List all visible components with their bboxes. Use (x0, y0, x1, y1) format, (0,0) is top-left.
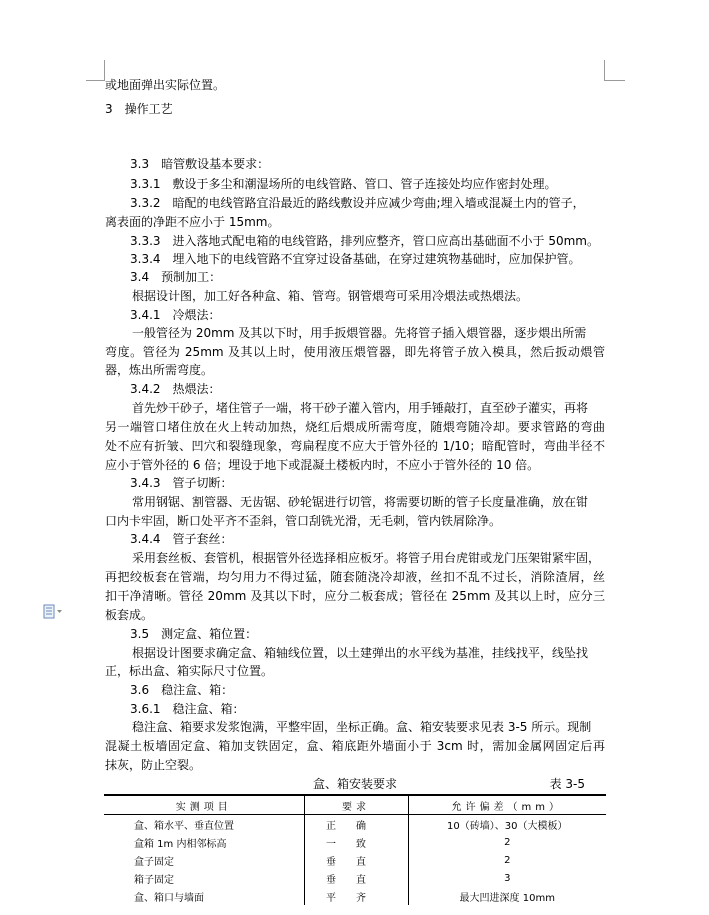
text-line: 处不应有折皱、凹穴和裂缝现象，弯扁程度不应大于管外径的 1/10；暗配管时，弯曲半径不 (105, 439, 605, 453)
cell-tolerance: 最大凹进深度 10mm (408, 887, 606, 905)
page-corner-mark-top-right (604, 60, 625, 81)
text-line: 稳注盒、箱要求发浆饱满，平整牢固，坐标正确。盒、箱安装要求见表 3-5 所示。现制 (132, 720, 592, 734)
subsection-heading: 3.5 测定盒、箱位置： (130, 627, 258, 641)
cell-tolerance: 2 (408, 833, 606, 851)
subsection-heading: 3.4.3 管子切断： (130, 476, 233, 490)
text-line: 抹灰，防止空裂。 (105, 758, 202, 772)
cell-requirement: 垂直 (304, 869, 408, 887)
text-line: 或地面弹出实际位置。 (105, 78, 226, 92)
subsection-heading: 3.4.2 热煨法： (130, 382, 221, 396)
table-number: 表 3-5 (549, 777, 585, 791)
text-line: 另一端管口堵住放在火上转动加热，烧红后煨成所需弯度，随煨弯随冷却。要求管路的弯曲 (105, 420, 605, 434)
text-line: 3.3.3 进入落地式配电箱的电线管路，排列应整齐，管口应高出基础面不小于 50mm。 (130, 234, 599, 248)
text-line: 正，标出盒、箱实际尺寸位置。 (105, 664, 274, 678)
document-layout-icon[interactable] (42, 604, 64, 620)
subsection-heading: 3.4.1 冷煨法： (130, 308, 221, 322)
cell-requirement: 正确 (304, 815, 408, 834)
text-line: 离表面的净距不应小于 15mm。 (105, 215, 280, 229)
text-line: 应小于管外径的 6 倍；埋设于地下或混凝土楼板内时，不应小于管外径的 10 倍。 (105, 458, 540, 472)
text-line: 首先炒干砂子，堵住管子一端，将干砂子灌入管内，用手锤敲打，直至砂子灌实，再将 (132, 401, 589, 415)
cell-tolerance: 2 (408, 851, 606, 869)
text-line: 3.3.4 埋入地下的电线管路不宜穿过设备基础，在穿过建筑物基础时，应加保护管。 (130, 252, 581, 266)
table-row (104, 869, 606, 887)
header-tolerance: 允许偏差（mm） (408, 795, 606, 815)
text-line: 一般管径为 20mm 及其以下时，用手扳煨管器。先将管子插入煨管器，逐步煨出所需 (132, 326, 587, 340)
table-row (104, 833, 606, 851)
text-line: 3.3.2 暗配的电线管路宜沿最近的路线敷设并应减少弯曲;埋入墙或混凝土内的管子， (130, 196, 585, 210)
subsection-heading: 3.3 暗管敷设基本要求： (130, 157, 270, 171)
cell-item: 盒、箱口与墙面 (134, 892, 204, 904)
subsection-heading: 3.4 预制加工： (130, 270, 222, 284)
section-heading: 3 操作工艺 (105, 102, 173, 116)
text-line: 再把绞板套在管端，均匀用力不得过猛，随套随浇冷却液，丝扣不乱不过长，消除渣屑，丝 (105, 570, 605, 584)
table-header-row (104, 795, 606, 815)
text-line: 混凝土板墙固定盒、箱加支铁固定，盒、箱底距外墙面小于 3cm 时，需加金属网固定后再 (105, 739, 605, 753)
cell-requirement: 一致 (304, 833, 408, 851)
text-line: 3.3.1 敷设于多尘和潮湿场所的电线管路、管口、管子连接处均应作密封处理。 (130, 177, 557, 191)
table-title: 盒、箱安装要求 (312, 777, 397, 791)
header-requirement: 要求 (304, 795, 408, 815)
subsection-heading: 3.4.4 管子套丝： (130, 532, 233, 546)
text-line: 采用套丝板、套管机，根据管外径选择相应板牙。将管子用台虎钳或龙门压架钳紧牢固， (132, 551, 601, 565)
cell-requirement: 垂直 (304, 851, 408, 869)
cell-item: 箱子固定 (134, 874, 174, 886)
text-line: 板套成。 (105, 608, 154, 622)
header-item: 实测项目 (104, 795, 304, 815)
text-line: 扣干净清晰。管径 20mm 及其以下时，应分二板套成；管径在 25mm 及其以上时，应分三 (105, 589, 605, 603)
text-line: 器，炼出所需弯度。 (105, 363, 214, 377)
table-row (104, 851, 606, 869)
text-line: 口内卡牢固，断口处平齐不歪斜，管口刮铣光滑，无毛刺，管内铁屑除净。 (105, 514, 502, 528)
cell-tolerance: 10（砖墙）、30（大模板） (408, 815, 606, 834)
cell-item: 盒子固定 (134, 856, 174, 868)
text-line: 根据设计图要求确定盒、箱轴线位置，以土建弹出的水平线为基准，挂线找平，线坠找 (132, 646, 589, 660)
installation-requirements-table (104, 794, 606, 905)
cell-tolerance: 3 (408, 869, 606, 887)
cell-item: 盒箱 1m 内相邻标高 (134, 838, 227, 850)
cell-requirement: 平齐 (304, 887, 408, 905)
table-caption (105, 775, 605, 793)
table-row (104, 815, 606, 834)
text-line: 常用钢锯、割管器、无齿锯、砂轮锯进行切管，将需要切断的管子长度量准确，放在钳 (132, 495, 589, 509)
cell-item: 盒、箱水平、垂直位置 (134, 820, 234, 832)
table-row (104, 887, 606, 905)
subsection-heading: 3.6.1 稳注盒、箱： (130, 702, 245, 716)
page-corner-mark-top-left (86, 60, 105, 81)
text-line: 弯度。管径为 25mm 及其以上时，使用液压煨管器，即先将管子放入模具，然后扳动煨管 (105, 345, 605, 359)
subsection-heading: 3.6 稳注盒、箱： (130, 683, 234, 697)
text-line: 根据设计图，加工好各种盒、箱、管弯。钢管煨弯可采用冷煨法或热煨法。 (132, 289, 529, 303)
